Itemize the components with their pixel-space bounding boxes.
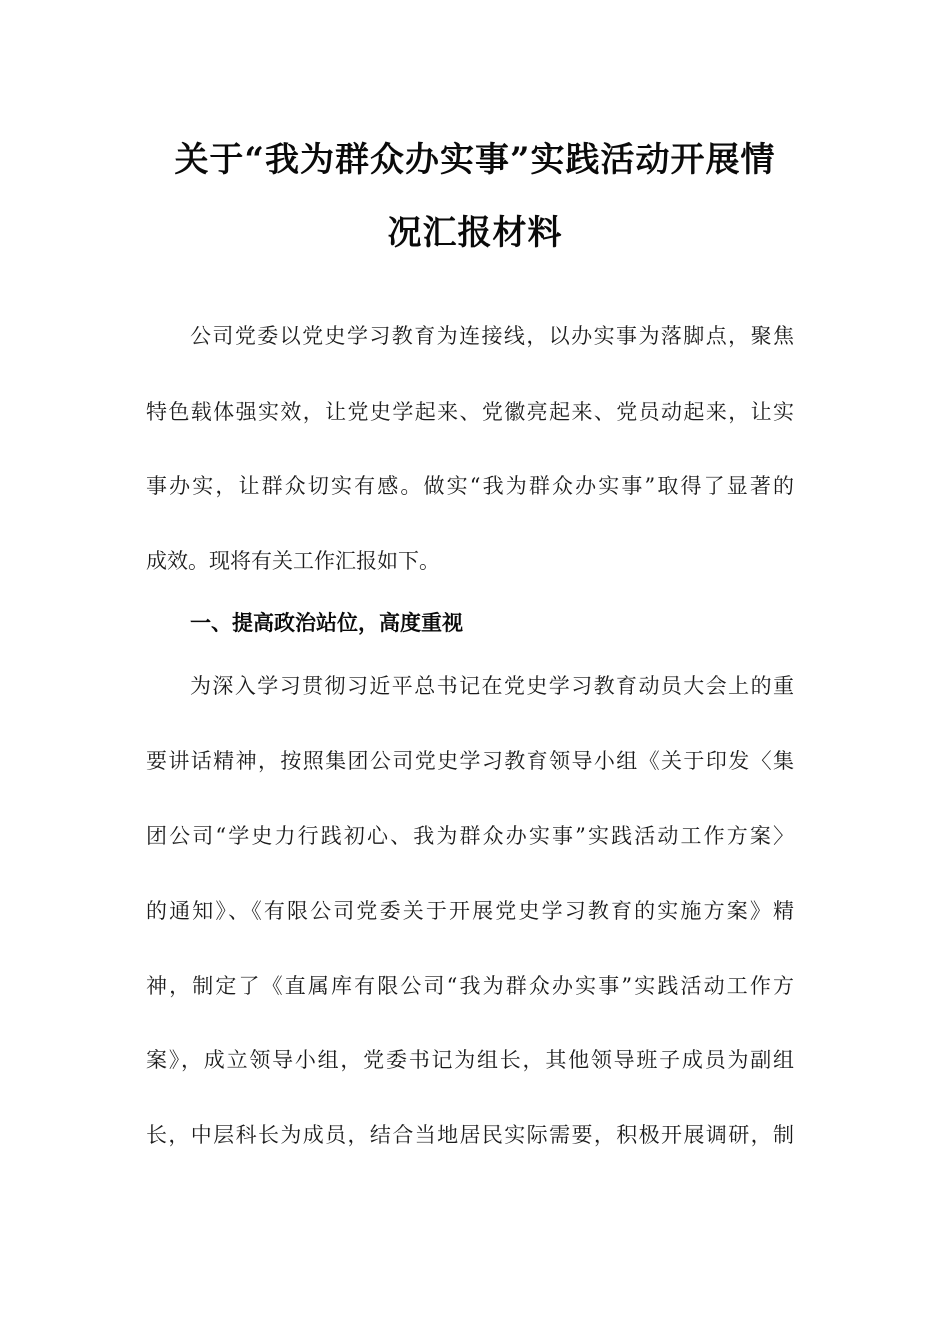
paragraph-2-line-6: 案》，成立领导小组，党委书记为组长，其他领导班子成员为副组 — [146, 1048, 794, 1072]
paragraph-2-line-7: 长，中层科长为成员，结合当地居民实际需要，积极开展调研，制 — [146, 1123, 794, 1147]
paragraph-1-line-2: 特色载体强实效，让党史学起来、党徽亮起来、党员动起来，让实 — [146, 400, 794, 424]
paragraph-2-line-4: 的通知》、《有限公司党委关于开展党史学习教育的实施方案》精 — [146, 899, 794, 923]
paragraph-2-line-5: 神，制定了《直属库有限公司“我为群众办实事”实践活动工作方 — [146, 974, 794, 998]
document-title-line-2: 况汇报材料 — [387, 213, 563, 253]
section-1-heading: 一、提高政治站位，高度重视 — [190, 611, 463, 635]
paragraph-1-line-1: 公司党委以党史学习教育为连接线，以办实事为落脚点，聚焦 — [190, 324, 794, 348]
paragraph-2-line-3: 团公司“学史力行践初心、我为群众办实事”实践活动工作方案〉 — [146, 824, 794, 848]
paragraph-2-line-1: 为深入学习贯彻习近平总书记在党史学习教育动员大会上的重 — [190, 674, 794, 698]
paragraph-1-line-3: 事办实，让群众切实有感。做实“我为群众办实事”取得了显著的 — [146, 474, 794, 498]
paragraph-2-line-2: 要讲话精神，按照集团公司党史学习教育领导小组《关于印发〈集 — [146, 749, 794, 773]
document-title-line-1: 关于“我为群众办实事”实践活动开展情 — [174, 140, 776, 180]
paragraph-1-line-4: 成效。现将有关工作汇报如下。 — [146, 549, 440, 573]
